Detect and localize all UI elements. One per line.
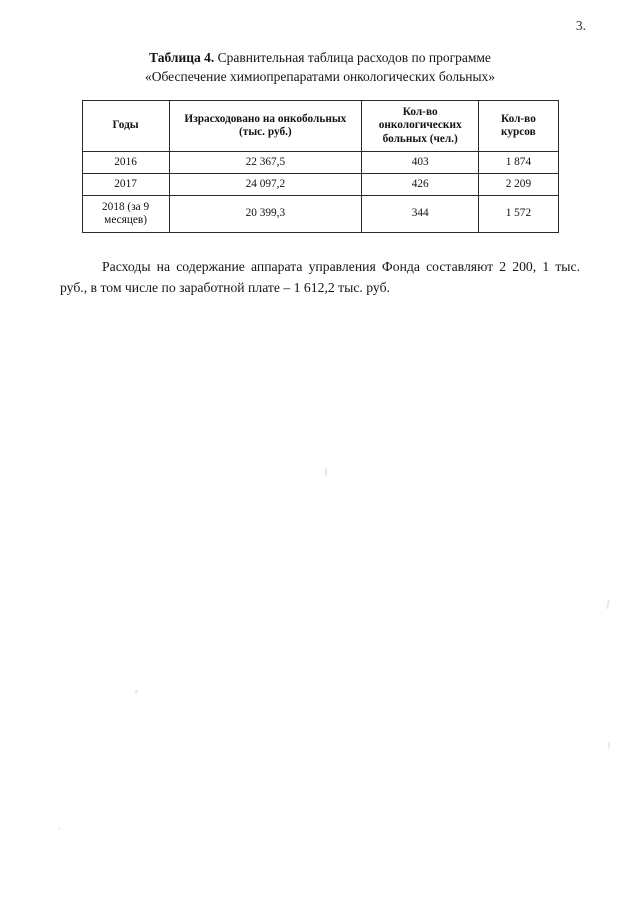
column-header-years: Годы — [82, 101, 169, 152]
scan-artifact — [135, 690, 138, 693]
table-header — [82, 101, 558, 152]
cell-year: 2017 — [82, 174, 169, 196]
scan-artifact — [58, 828, 60, 830]
cell-spent: 22 367,5 — [169, 152, 361, 174]
column-header-patients: Кол-во онкологических больных (чел.) — [362, 101, 479, 152]
column-header-spent: Израсходовано на онкобольных (тыс. руб.) — [169, 101, 361, 152]
body-paragraph: Расходы на содержание аппарата управления Фонда составляют 2 200, 1 тыс. руб., в том числе по заработной плате – 1 612,2 тыс. руб. — [60, 259, 580, 296]
cell-patients: 403 — [362, 152, 479, 174]
column-header-courses: Кол-во курсов — [479, 101, 558, 152]
scan-artifact — [325, 468, 327, 476]
cell-courses: 1 874 — [479, 152, 558, 174]
table-caption — [60, 48, 580, 86]
cell-year: 2016 — [82, 152, 169, 174]
scan-artifact — [606, 600, 610, 609]
table-body — [82, 152, 558, 233]
table-row — [82, 174, 558, 196]
table-header-row — [82, 101, 558, 152]
cell-courses: 1 572 — [479, 196, 558, 233]
cell-spent: 24 097,2 — [169, 174, 361, 196]
document-body — [60, 48, 580, 299]
table-row — [82, 196, 558, 233]
table-caption-line2: «Обеспечение химиопрепаратами онкологических больных» — [144, 69, 496, 85]
cell-year: 2018 (за 9 месяцев) — [82, 196, 169, 233]
table-caption-label: Таблица 4. — [149, 50, 215, 65]
cell-courses: 2 209 — [479, 174, 558, 196]
expenses-table — [82, 100, 559, 233]
table-caption-text: Сравнительная таблица расходов по программе — [214, 50, 491, 65]
cell-patients: 426 — [362, 174, 479, 196]
cell-patients: 344 — [362, 196, 479, 233]
table-row — [82, 152, 558, 174]
cell-spent: 20 399,3 — [169, 196, 361, 233]
scan-artifact — [608, 742, 610, 749]
page-number: 3. — [575, 18, 586, 33]
